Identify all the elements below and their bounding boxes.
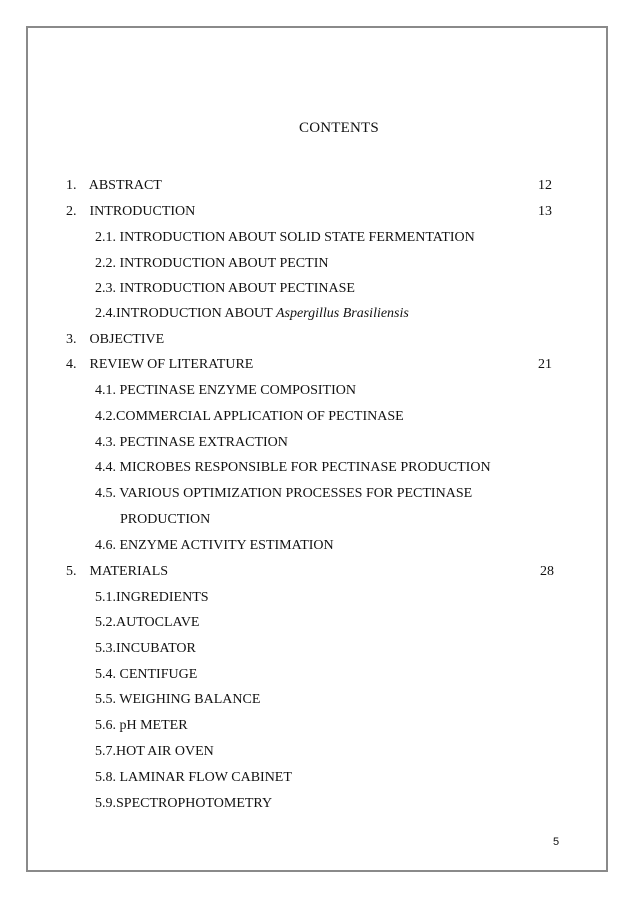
toc-entry-5-7[interactable]: [95, 743, 214, 761]
toc-title: COMMERCIAL APPLICATION OF PECTINASE: [116, 409, 404, 424]
toc-entry-5-5[interactable]: [95, 691, 260, 709]
toc-entry-4-5[interactable]: [95, 485, 472, 503]
toc-number: 5.3.: [95, 641, 116, 656]
toc-entry-1[interactable]: [66, 177, 162, 195]
toc-title: SPECTROPHOTOMETRY: [116, 796, 273, 811]
toc-page-number: 21: [538, 357, 552, 372]
toc-title: VARIOUS OPTIMIZATION PROCESSES FOR PECTINASE: [119, 486, 473, 501]
toc-number: 1.: [66, 178, 77, 193]
toc-number: 4.: [66, 357, 77, 372]
toc-number: 5.: [66, 564, 77, 579]
toc-title: PECTINASE EXTRACTION: [119, 435, 288, 450]
toc-entry-4-6[interactable]: [95, 537, 334, 555]
toc-title: pH METER: [119, 718, 188, 733]
toc-number: 3.: [66, 332, 77, 347]
toc-entry-2[interactable]: [66, 203, 195, 221]
toc-entry-2-4[interactable]: [95, 305, 409, 323]
toc-number: 4.1.: [95, 383, 116, 398]
contents-heading: CONTENTS: [299, 120, 379, 136]
toc-number: 2.1.: [95, 230, 116, 245]
toc-entry-4-2[interactable]: [95, 408, 404, 426]
toc-title: ENZYME ACTIVITY ESTIMATION: [119, 538, 334, 553]
toc-entry-2-2[interactable]: [95, 255, 328, 273]
toc-title: AUTOCLAVE: [116, 615, 200, 630]
page-number: 5: [553, 836, 560, 848]
toc-title: OBJECTIVE: [89, 332, 165, 347]
toc-number: 2.2.: [95, 256, 116, 271]
toc-entry-4-1[interactable]: [95, 382, 356, 400]
toc-number: 5.9.: [95, 796, 116, 811]
toc-entry-5-2[interactable]: [95, 614, 200, 632]
toc-entry-5-6[interactable]: [95, 717, 188, 735]
toc-title: INGREDIENTS: [116, 590, 209, 605]
toc-title: MICROBES RESPONSIBLE FOR PECTINASE PRODUCTION: [119, 460, 491, 475]
toc-title: INCUBATOR: [116, 641, 196, 656]
toc-number: 4.5.: [95, 486, 116, 501]
toc-number: 2.: [66, 204, 77, 219]
toc-entry-5-8[interactable]: [95, 769, 292, 787]
toc-number: 5.8.: [95, 770, 116, 785]
toc-entry-5-3[interactable]: [95, 640, 196, 658]
toc-number: 2.3.: [95, 281, 116, 296]
toc-page-number: 13: [538, 204, 552, 219]
toc-title: INTRODUCTION ABOUT: [116, 306, 276, 321]
toc-number: 4.6.: [95, 538, 116, 553]
toc-title: LAMINAR FLOW CABINET: [119, 770, 292, 785]
toc-entry-2-3[interactable]: [95, 280, 355, 298]
toc-number: 5.1.: [95, 590, 116, 605]
toc-entry-4-3[interactable]: [95, 434, 288, 452]
toc-number: 5.4.: [95, 667, 116, 682]
toc-entry-4-5-continued: [120, 511, 210, 529]
toc-title: REVIEW OF LITERATURE: [89, 357, 254, 372]
toc-entry-4-4[interactable]: [95, 459, 491, 477]
toc-entry-5-9[interactable]: [95, 795, 272, 813]
toc-title: INTRODUCTION ABOUT PECTINASE: [119, 281, 355, 296]
toc-title: INTRODUCTION ABOUT PECTIN: [119, 256, 329, 271]
toc-entry-2-1[interactable]: [95, 229, 475, 247]
toc-entry-5[interactable]: [66, 563, 168, 581]
toc-number: 4.3.: [95, 435, 116, 450]
toc-entry-5-4[interactable]: [95, 666, 197, 684]
toc-title: CENTIFUGE: [119, 667, 198, 682]
toc-title: INTRODUCTION: [89, 204, 196, 219]
toc-number: 5.7.: [95, 744, 116, 759]
toc-title: PECTINASE ENZYME COMPOSITION: [119, 383, 356, 398]
toc-title-continued: PRODUCTION: [120, 512, 211, 527]
toc-title: INTRODUCTION ABOUT SOLID STATE FERMENTATION: [119, 230, 475, 245]
toc-number: 4.4.: [95, 460, 116, 475]
toc-number: 2.4.: [95, 306, 116, 321]
toc-number: 5.2.: [95, 615, 116, 630]
toc-page-number: 28: [540, 564, 554, 579]
toc-title: MATERIALS: [89, 564, 169, 579]
toc-title: HOT AIR OVEN: [116, 744, 214, 759]
toc-entry-5-1[interactable]: [95, 589, 209, 607]
toc-page-number: 12: [538, 178, 552, 193]
toc-entry-4[interactable]: [66, 356, 253, 374]
toc-number: 5.5.: [95, 692, 116, 707]
toc-title: WEIGHING BALANCE: [119, 692, 261, 707]
toc-title-italic: Aspergillus Brasiliensis: [275, 306, 409, 321]
toc-number: 5.6.: [95, 718, 116, 733]
toc-title: ABSTRACT: [88, 178, 162, 193]
toc-number: 4.2.: [95, 409, 116, 424]
toc-entry-3[interactable]: [66, 331, 164, 349]
